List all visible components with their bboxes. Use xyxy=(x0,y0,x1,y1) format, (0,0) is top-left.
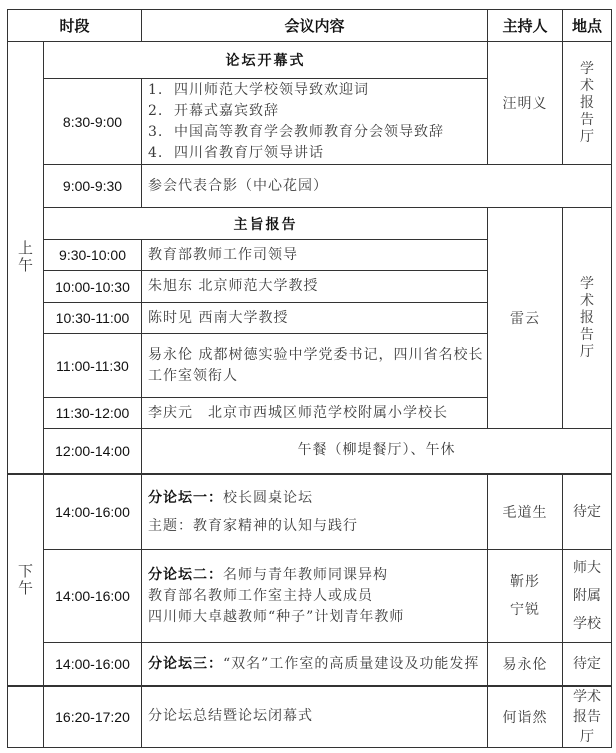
forum-place: 待定 xyxy=(563,474,612,550)
forum-place: 待定 xyxy=(563,643,612,686)
forum-row xyxy=(8,643,612,686)
opening-time: 8:30-9:00 xyxy=(44,79,142,165)
forum-row xyxy=(8,550,612,643)
opening-item: 2. 开幕式嘉宾致辞 xyxy=(148,102,280,119)
opening-place-cell xyxy=(563,42,612,165)
keynote-speaker: 李庆元 北京市西城区师范学校附属小学校长 xyxy=(142,398,488,429)
afternoon-label: 下午 xyxy=(17,561,33,597)
keynote-speaker: 易永伦 成都树德实验中学党委书记，四川省名校长工作室领衔人 xyxy=(142,334,488,398)
photo-time: 9:00-9:30 xyxy=(44,165,142,208)
closing-place: 学术报告厅 xyxy=(573,688,602,745)
opening-title: 论坛开幕式 xyxy=(44,42,488,79)
opening-host: 汪明义 xyxy=(488,42,563,165)
keynote-speaker: 朱旭东 北京师范大学教授 xyxy=(142,271,488,303)
keynote-time: 10:30-11:00 xyxy=(44,303,142,334)
keynote-host: 雷云 xyxy=(488,208,563,429)
opening-items xyxy=(142,79,488,165)
forum-host: 毛道生 xyxy=(488,474,563,550)
forum-content: 分论坛三：“双名”工作室的高质量建设及功能发挥 xyxy=(142,643,488,686)
keynote-time: 11:30-12:00 xyxy=(44,398,142,429)
closing-place-cell xyxy=(563,686,612,748)
closing-period-cell xyxy=(8,686,44,748)
keynote-time: 11:00-11:30 xyxy=(44,334,142,398)
keynote-speaker: 陈时见 西南大学教授 xyxy=(142,303,488,334)
closing-text: 分论坛总结暨论坛闭幕式 xyxy=(142,686,488,748)
header-place: 地点 xyxy=(563,10,612,42)
keynote-place: 学术报告厅 xyxy=(580,275,595,360)
header-host: 主持人 xyxy=(488,10,563,42)
morning-label: 上午 xyxy=(17,239,33,275)
keynote-speaker: 教育部教师工作司领导 xyxy=(142,240,488,271)
forum-content: 分论坛二：名师与青年教师同课异构 教育部名教师工作室主持人或成员 四川师大卓越教师“种子”计划青年教师 xyxy=(142,550,488,643)
forum-time: 14:00-16:00 xyxy=(44,550,142,643)
lunch-row xyxy=(8,429,612,474)
header-content: 会议内容 xyxy=(142,10,488,42)
forum-time: 14:00-16:00 xyxy=(44,643,142,686)
morning-label-cell xyxy=(8,42,44,474)
closing-host: 何诣然 xyxy=(488,686,563,748)
forum-content: 分论坛一：校长圆桌论坛 主题：教育家精神的认知与践行 xyxy=(142,474,488,550)
forum-host: 易永伦 xyxy=(488,643,563,686)
conference-schedule-table xyxy=(7,9,612,748)
header-row xyxy=(8,10,612,42)
keynote-time: 9:30-10:00 xyxy=(44,240,142,271)
forum-place: 师大附属学校 xyxy=(563,550,612,643)
photo-row xyxy=(8,165,612,208)
afternoon-label-cell xyxy=(8,474,44,686)
opening-place: 学术报告厅 xyxy=(580,60,595,145)
lunch-time: 12:00-14:00 xyxy=(44,429,142,474)
opening-title-row xyxy=(8,42,612,79)
opening-item: 1. 四川师范大学校领导致欢迎词 xyxy=(148,81,370,98)
forum-time: 14:00-16:00 xyxy=(44,474,142,550)
photo-text: 参会代表合影（中心花园） xyxy=(142,165,612,208)
opening-item: 4. 四川省教育厅领导讲话 xyxy=(148,144,325,161)
closing-row xyxy=(8,686,612,748)
keynote-title-row xyxy=(8,208,612,240)
forum-host: 靳彤 宁锐 xyxy=(488,550,563,643)
header-period: 时段 xyxy=(8,10,142,42)
closing-time: 16:20-17:20 xyxy=(44,686,142,748)
opening-item: 3. 中国高等教育学会教师教育分会领导致辞 xyxy=(148,123,445,140)
lunch-text: 午餐（柳堤餐厅）、午休 xyxy=(142,429,612,474)
keynote-time: 10:00-10:30 xyxy=(44,271,142,303)
keynote-place-cell xyxy=(563,208,612,429)
forum-row xyxy=(8,474,612,550)
keynote-title: 主旨报告 xyxy=(44,208,488,240)
